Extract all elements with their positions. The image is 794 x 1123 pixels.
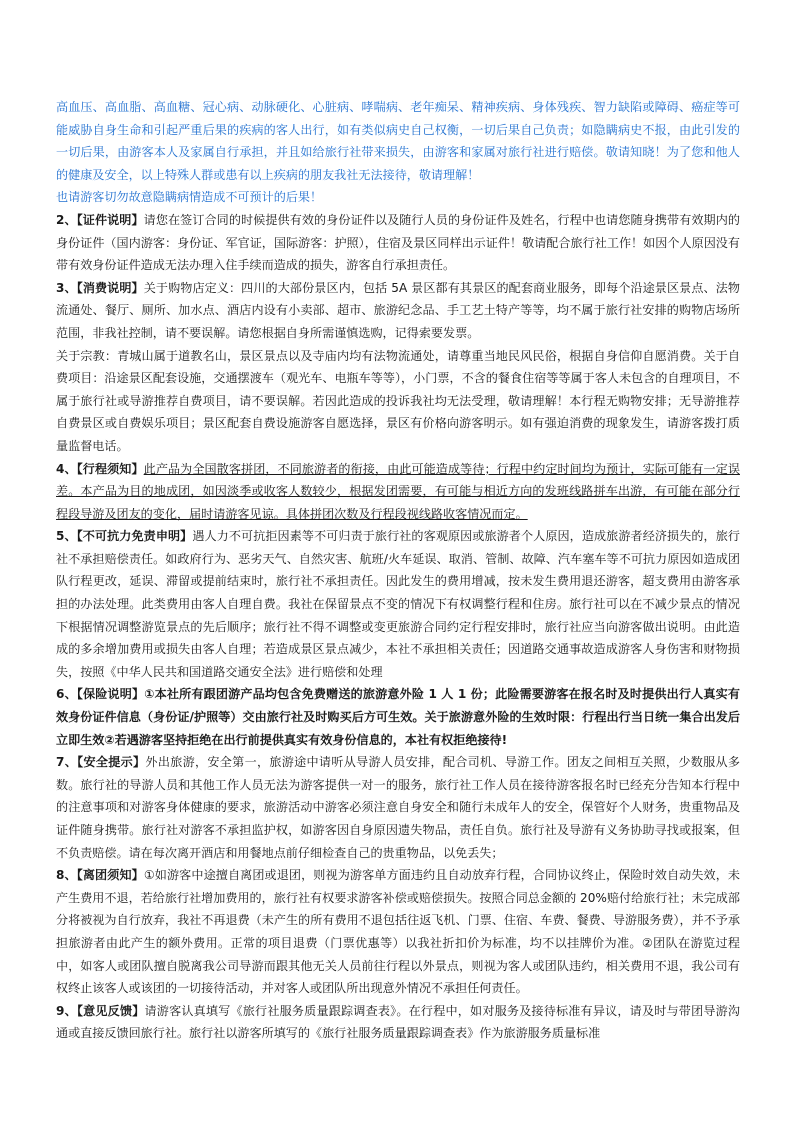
section-text: ①如游客中途擅自离团或退团，则视为游客单方面违约且自动放弃行程，合同协议终止，保险时效自动失效，未产生费用不退，若给旅行社增加费用的，旅行社有权要求游客补偿或赔偿损失。按照合同总金额的 20%赔付给旅行社；未完成部分将被视为自行放弃，我社不再退费（未产生的所有费用不退包括往返飞机、门票、住宿、车费、餐费、导游服务费），并不予承担旅游者由此产生的额外费用。正常的项目退费（门票优惠等）以我社折扣价为标准，均不以挂牌价为准。②团队在游览过程中，如客人或团队擅自脱离我公司导游而跟其他无关人员前往行程以外景点，则视为客人或团队违约，相关费用不退，我公司有权终止该客人或该团的一切接待活动，并对客人或团队所出现意外情况不承担任何责任。 [56, 868, 741, 996]
section-title: 【消费说明】 [76, 280, 144, 295]
section-id-docs [56, 209, 740, 277]
section-leaving-group [56, 864, 740, 1000]
section-number: 6、 [56, 687, 77, 702]
section-text: ①本社所有跟团游产品均包含免费赠送的旅游意外险 1 人 1 份；此险需要游客在报名时及时提供出行人真实有效身份证件信息（身份证/护照等）交由旅行社及时购买后方可生效。关于旅游意外险的生效时限：行程出行当日统一集合出发后立即生效②若遇游客坚持拒绝在出行前提供真实有效身份信息的，本社有权拒绝接待! [56, 687, 741, 747]
health-warning [56, 96, 740, 209]
section-text: 请您在签订合同的时候提供有效的身份证件以及随行人员的身份证件及姓名，行程中也请您随身携带有效期内的身份证件（国内游客：身份证、军官证，国际游客：护照），住宿及景区同样出示证件！敬请配合旅行社工作！如因个人原因没有带有效身份证件造成无法办理入住手续而造成的损失，游客自行承担责任。 [56, 212, 740, 273]
section-title: 【不可抗力免责申明】 [76, 529, 193, 544]
section-title: 【安全提示】 [77, 755, 146, 770]
document-page [56, 96, 740, 1045]
section-title: 【离团须知】 [76, 868, 144, 883]
section-text: 关于购物店定义：四川的大部份景区内，包括 5A 景区都有其景区的配套商业服务，即每个沿途景区景点、法物流通处、餐厅、厕所、加水点、酒店内设有小卖部、超市、旅游纪念品、手工艺土特产等等，均不属于旅行社安排的购物店场所范围，非我社控制，请不要误解。请您根据自身所需谨慎选购，记得索要发票。 [56, 280, 740, 340]
section-text: 外出旅游，安全第一，旅游途中请听从导游人员安排，配合司机、导游工作。团友之间相互关照，少数服从多数。旅行社的导游人员和其他工作人员无法为游客提供一对一的服务，旅行社工作人员在接待游客报名时已经充分告知本行程中的注意事项和对游客身体健康的要求，旅游活动中游客必须注意自身安全和随行未成年人的安全，保管好个人财务，贵重物品及证件随身携带。旅行社对游客不承担监护权，如游客因自身原因遗失物品，责任自负。旅行社及导游有义务协助寻找或报案，但不负责赔偿。请在每次离开酒店和用餐地点前仔细检查自己的贵重物品，以免丢失； [56, 755, 740, 860]
section-text: 此产品为全国散客拼团，不同旅游者的衔接，由此可能造成等待；行程中约定时间均为预计，实际可能有一定误差。本产品为目的地成团，如因淡季或收客人数较少，根据发团需要，有可能与相近方向的发班线路拼车出游，有可能在部分行程段导游及团友的变化，届时请游客见谅。具体拼团次数及行程段视线路收客情况而定。 [56, 461, 740, 521]
section-safety [56, 751, 740, 864]
health-warning-line: 也请游客切勿故意隐瞒病情造成不可预计的后果！ [56, 190, 323, 205]
section-number: 4、 [56, 461, 77, 476]
section-title: 【行程须知】 [76, 461, 144, 476]
section-text: 遇人力不可抗拒因素等不可归责于旅行社的客观原因或旅游者个人原因，造成旅游者经济损失的，旅行社不承担赔偿责任。如政府行为、恶劣天气、自然灾害、航班/火车延误、取消、管制、故障、汽车塞车等不可抗力原因如造成团队行程更改，延误、滞留或提前结束时，旅行社不承担责任。因此发生的费用增减，按未发生费用退还游客，超支费用由游客承担的办法处理。此类费用由客人自理自费。我社在保留景点不变的情况下有权调整行程和住房。旅行社可以在不减少景点的情况下根据情况调整游览景点的先后顺序；旅行社不得不调整或变更旅游合同约定行程安排时，旅行社应当向游客做出说明。由此造成的多余增加费用或损失由客人自理；若造成景区景点减少，本社不承担相关责任；因道路交通事故造成游客人身伤害和财物损失，按照《中华人民共和国道路交通安全法》进行赔偿和处理 [56, 529, 740, 679]
section-number: 5、 [56, 529, 77, 544]
section-itinerary [56, 458, 740, 526]
section-number: 3、 [56, 280, 77, 295]
section-number: 2、 [56, 212, 77, 227]
section-text: 请游客认真填写《旅行社服务质量跟踪调查表》。在行程中，如对服务及接待标准有异议，请及时与带团导游沟通或直接反馈回旅行社。旅行社以游客所填写的《旅行社服务质量跟踪调查表》作为旅游服务质量标准 [56, 1003, 741, 1041]
section-feedback [56, 1000, 740, 1045]
section-number: 8、 [56, 868, 77, 883]
section-title: 【意见反馈】 [76, 1003, 145, 1018]
section-insurance [56, 683, 740, 751]
section-number: 7、 [56, 755, 78, 770]
section-force-majeure [56, 525, 740, 683]
section-text-religion: 关于宗教：青城山属于道教名山，景区景点以及寺庙内均有法物流通处，请尊重当地民风民俗，根据自身信仰自愿消费。关于自费项目：沿途景区配套设施，交通摆渡车（观光车、电瓶车等等），小门票，不含的餐食住宿等等属于客人未包含的自理项目，不属于旅行社或导游推荐自费项目，请不要误解。若因此造成的投诉我社均无法受理，敬请理解！本行程无购物安排；无导游推荐自费景区或自费娱乐项目；景区配套自费设施游客自愿选择，景区有价格向游客明示。如有强迫消费的现象发生，请游客拨打质量监督电话。 [56, 348, 740, 453]
section-title: 【证件说明】 [76, 212, 144, 227]
section-consumption [56, 277, 740, 458]
health-warning-text: 高血压、高血脂、高血糖、冠心病、动脉硬化、心脏病、哮喘病、老年痴呆、精神疾病、身体残疾、智力缺陷或障碍、癌症等可能威胁自身生命和引起严重后果的疾病的客人出行，如有类似病史自己权衡，一切后果自己负责；如隐瞒病史不报，由此引发的一切后果，由游客本人及家属自行承担，并且如给旅行社带来损失，由游客和家属对旅行社进行赔偿。敬请知晓！为了您和他人的健康及安全，以上特殊人群或患有以上疾病的朋友我社无法接待，敬请理解！ [56, 100, 740, 182]
section-number: 9、 [56, 1003, 77, 1018]
section-title: 【保险说明】 [76, 687, 145, 702]
